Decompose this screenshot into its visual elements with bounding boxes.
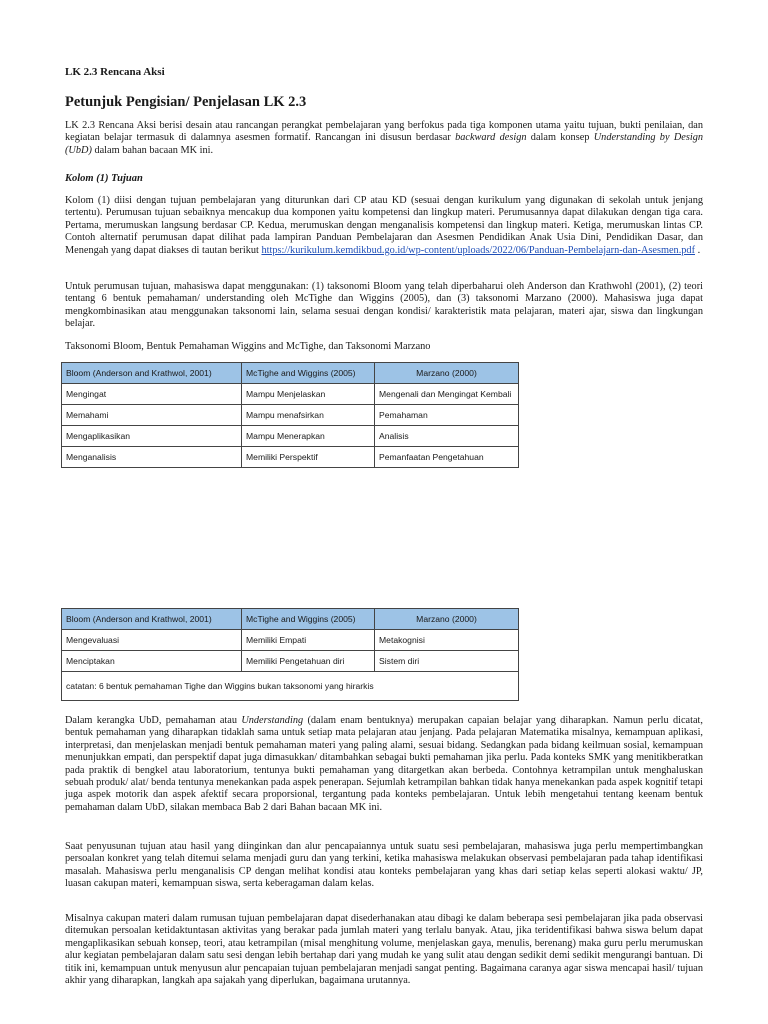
table-cell: Sistem diri <box>375 651 519 672</box>
taxonomy-table-1 <box>61 362 519 468</box>
header-marzano: Marzano (2000) <box>375 609 519 630</box>
header-bloom: Bloom (Anderson and Krathwol, 2001) <box>62 609 242 630</box>
body-paragraph-1: Dalam kerangka UbD, pemahaman atau Understanding (dalam enam bentuknya) merupakan capaian belajar yang diharapkan. Namun perlu dicatat, bentuk pemahaman yang diharapkan tidaklah sama untuk setiap mata pelajaran atau jenjang. Pada pelajaran Matematika misalnya, kemampuan aplikasi, interpretasi, dan menjelaskan menjadi bentuk pemahaman materi yang paling alami, sesuai bidang. Sedangkan pada bidang keilmuan sosial, kemampuan menunjukkan empati, dan perspektif dapat juga dimasukkan/ ditambahkan sebagai bukti pemahaman jika perlu. Pada konteks SMK yang menitikberatkan pada praktik di bengkel atau laboratorium, tentunya bukti pemahaman yang ditargetkan akan berbeda. Contohnya ketrampilan untuk menghaluskan sebuah produk/ alat/ benda tentunya menekankan pada aspek penerapan. Sejumlah ketrampilan bahkan tidak hanya menekankan pada aspek kognitif tetapi juga aspek motorik dan aspek afektif secara proporsional, tergantung pada konteks pembelajaran. Untuk lebih mengetahui tentang keenam bentuk pemahaman dalam UbD, silakan membaca Bab 2 dari Bahan bacaan MK ini. <box>65 715 703 813</box>
table-cell: Mengevaluasi <box>62 630 242 651</box>
table-note: catatan: 6 bentuk pemahaman Tighe dan Wiggins bukan taksonomi yang hirarkis <box>62 672 519 701</box>
table-cell: Pemanfaatan Pengetahuan <box>375 447 519 468</box>
table-row <box>62 651 519 672</box>
table-cell: Memahami <box>62 405 242 426</box>
body-paragraph-3: Misalnya cakupan materi dalam rumusan tujuan pembelajaran dapat disederhanakan atau dibagi ke dalam beberapa sesi pembelajaran jika pada observasi ditemukan persoalan ketidaktuntasan aktivitas yang berakar pada jumlah materi yang terlalu banyak. Atau, jika teridentifikasi bahwa siswa belum dapat mengaplikasikan sebuah konsep, teori, atau ketrampilan (misal menghitung volume, menjelaskan gaya, menulis, berenang) maka guru perlu merumuskan alur kegiatan pembelajaran dalam satu sesi dengan lebih bertahap dari yang mudah ke yang sulit atau dengan sedikit demi sedikit mengurangi bantuan. Di titik ini, kemampuan untuk menyusun alur pencapaian tujuan pembelajaran menjadi sangat penting. Bagaimana caranya agar siswa mencapai hasil/ tujuan akhir yang diharapkan, langkah apa sajakah yang diperlukan, bagaimana urutannya. <box>65 913 703 987</box>
intro-paragraph: LK 2.3 Rencana Aksi berisi desain atau rancangan perangkat pembelajaran yang berfokus pada tiga komponen utama yaitu tujuan, bukti penilaian, dan kegiatan belajar termasuk di dalamnya asesmen formatif. Rancangan ini disusun berdasar backward design dalam konsep Understanding by Design (UbD) dalam bahan bacaan MK ini. <box>65 120 703 156</box>
table-cell: Mampu Menjelaskan <box>242 384 375 405</box>
kolom-title: Kolom (1) Tujuan <box>65 173 143 184</box>
header-marzano: Marzano (2000) <box>375 363 519 384</box>
table-row <box>62 426 519 447</box>
section-heading: Petunjuk Pengisian/ Penjelasan LK 2.3 <box>65 94 307 110</box>
table-header-row <box>62 609 519 630</box>
table-row <box>62 630 519 651</box>
table-cell: Menganalisis <box>62 447 242 468</box>
table-row <box>62 447 519 468</box>
table-cell: Memiliki Pengetahuan diri <box>242 651 375 672</box>
table-cell: Menciptakan <box>62 651 242 672</box>
kolom-paragraph: Kolom (1) diisi dengan tujuan pembelajaran yang diturunkan dari CP atau KD (sesuai dengan kurikulum yang digunakan di sekolah untuk jenjang tertentu). Perumusan tujuan sebaiknya mencakup dua komponen yaitu kompetensi dan lingkup materi. Perumusannya dapat dilakukan dengan tiga cara. Pertama, merumuskan langsung berdasar CP. Kedua, merumuskan dengan menganalisis kompetensi dan lingkup materi. Ketiga, merumuskan lintas CP. Contoh alternatif perumusan dapat dilihat pada lampiran Panduan Pembelajaran dan Asesmen Pendidikan Anak Usia Dini, Pendidikan Dasar, dan Menengah yang dapat diakses di tautan berikut https://kurikulum.kemdikbud.go.id/wp-content/uploads/2022/06/Panduan-Pembelajarn-dan-Asesmen.pdf . <box>65 195 703 256</box>
table-cell: Mengaplikasikan <box>62 426 242 447</box>
table-cell: Memiliki Perspektif <box>242 447 375 468</box>
table-row <box>62 384 519 405</box>
taksonomi-paragraph: Untuk perumusan tujuan, mahasiswa dapat menggunakan: (1) taksonomi Bloom yang telah diperbaharui oleh Anderson dan Krathwohl (2001), (2) teori tentang 6 bentuk pemahaman/ understanding oleh McTighe dan Wiggins (2005), dan (3) taksonomi Marzano (2000). Mahasiswa juga dapat mengkombinasikan atau menggunakan taksonomi lain, selama sesuai dengan kondisi/ karakteristik mata pelajaran, materi ajar, siswa dan lingkungan belajar. <box>65 281 703 330</box>
table-cell: Mampu Menerapkan <box>242 426 375 447</box>
table-cell: Mengingat <box>62 384 242 405</box>
table-cell: Pemahaman <box>375 405 519 426</box>
table-header-row <box>62 363 519 384</box>
header-bloom: Bloom (Anderson and Krathwol, 2001) <box>62 363 242 384</box>
header-mctighe: McTighe and Wiggins (2005) <box>242 609 375 630</box>
table-cell: Metakognisi <box>375 630 519 651</box>
table-cell: Memiliki Empati <box>242 630 375 651</box>
table-cell: Mengenali dan Mengingat Kembali <box>375 384 519 405</box>
header-mctighe: McTighe and Wiggins (2005) <box>242 363 375 384</box>
table-cell: Analisis <box>375 426 519 447</box>
table-caption: Taksonomi Bloom, Bentuk Pemahaman Wiggins and McTighe, dan Taksonomi Marzano <box>65 341 431 352</box>
table-row <box>62 405 519 426</box>
panduan-link[interactable]: https://kurikulum.kemdikbud.go.id/wp-content/uploads/2022/06/Panduan-Pembelajarn-dan-Asesmen.pdf <box>261 244 695 256</box>
lk-title: LK 2.3 Rencana Aksi <box>65 66 165 78</box>
taxonomy-table-2 <box>61 608 519 701</box>
body-paragraph-2: Saat penyusunan tujuan atau hasil yang diinginkan dan alur pencapaiannya untuk suatu sesi pembelajaran, mahasiswa juga perlu mempertimbangkan persoalan konkret yang telah ditemui selama menjadi guru dan yang terkini, ketika mahasiswa melakukan observasi pembelajaran pada tahap identifikasi masalah. Mahasiswa perlu menganalisis CP dengan melihat kondisi atau konteks pembelajaran yang khas dari setiap kelas seperti alokasi waktu/ JP, luasan cakupan materi, kemampuan siswa, serta keberagaman dalam kelas. <box>65 841 703 890</box>
table-cell: Mampu menafsirkan <box>242 405 375 426</box>
table-note-row <box>62 672 519 701</box>
